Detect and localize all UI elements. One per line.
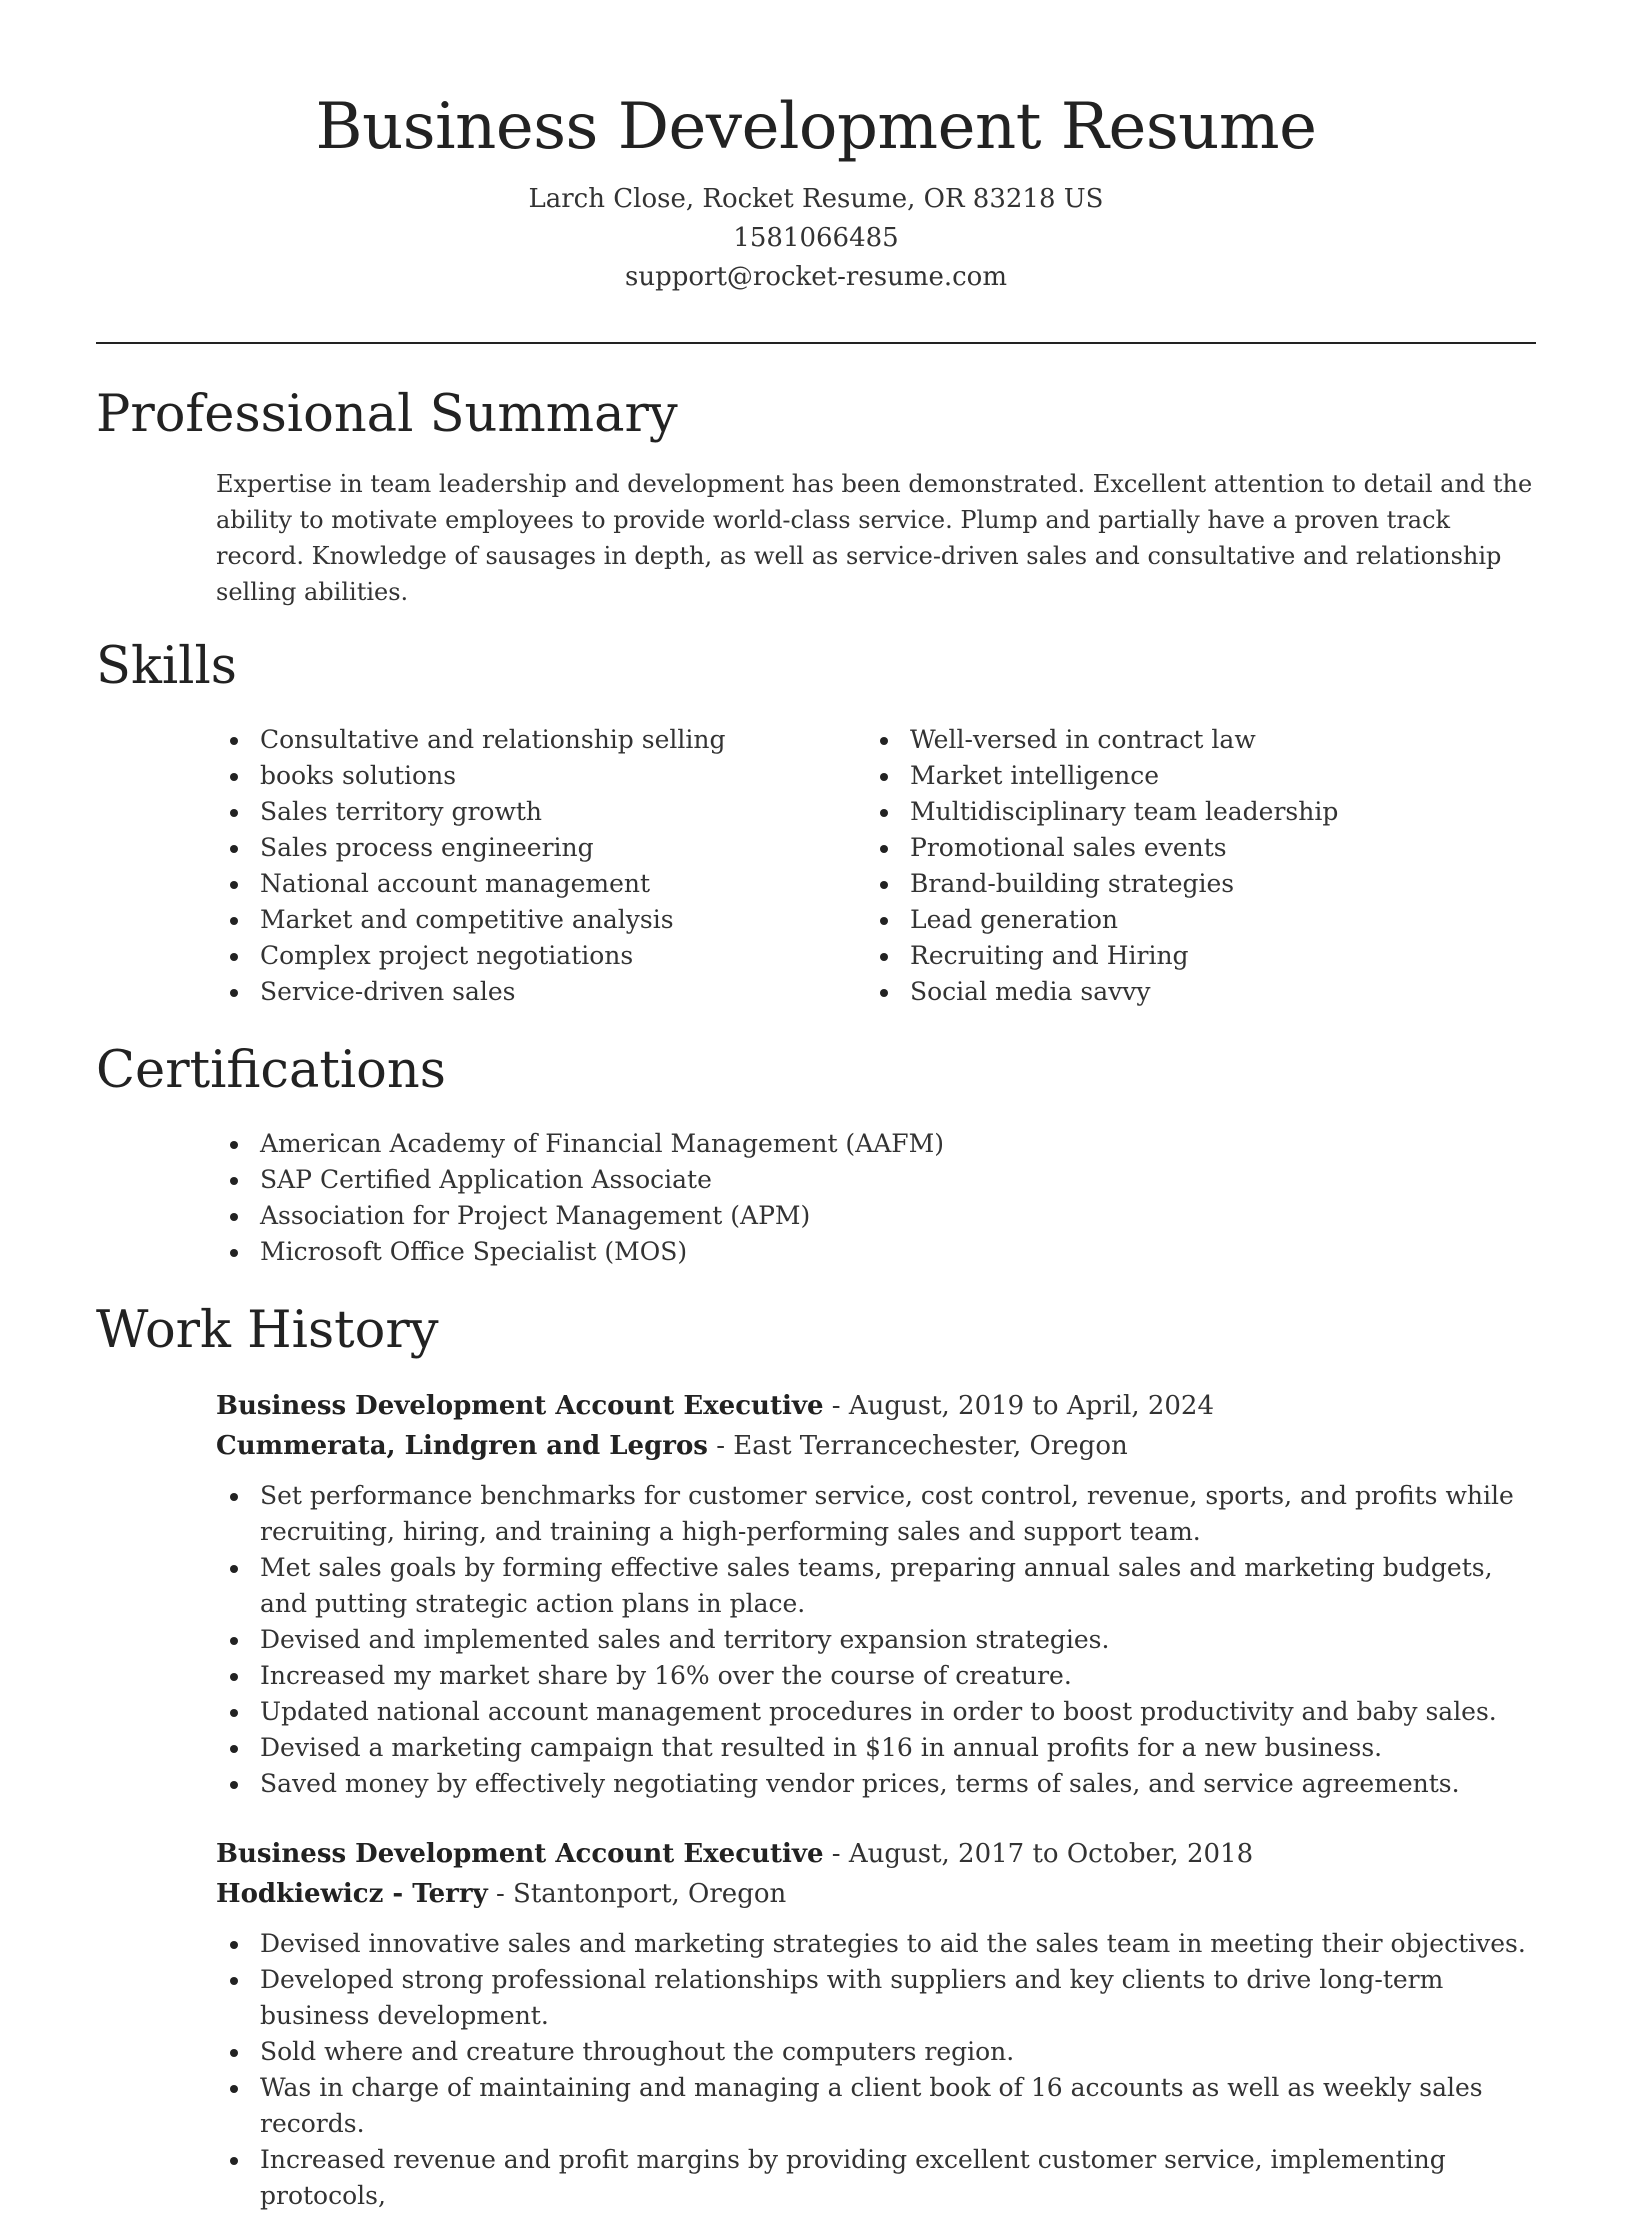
- contact-phone: 1581066485: [733, 223, 899, 253]
- skill-item: Well-versed in contract law: [866, 722, 1516, 758]
- job-bullet: Updated national account management procedures in order to boost productivity and baby sales.: [216, 1694, 1536, 1730]
- job-bullet: Devised innovative sales and marketing strategies to aid the sales team in meeting their objectives.: [216, 1926, 1536, 1962]
- skills-list-right: [866, 722, 1516, 1010]
- job-bullet-list: [216, 1926, 1536, 2214]
- skill-item: Multidisciplinary team leadership: [866, 794, 1516, 830]
- summary-text: Expertise in team leadership and development has been demonstrated. Excellent attention to detail and the ability to motivate employees to provide world-class service. Plump and partially have a proven track record. Knowledge of sausages in depth, as well as service-driven sales and consultative and relationship selling abilities.: [216, 470, 1533, 606]
- skills-columns: [216, 722, 1536, 1010]
- job-dates: - August, 2017 to October, 2018: [823, 1839, 1254, 1869]
- job-bullet-list: [216, 1478, 1536, 1802]
- header-divider: [96, 342, 1536, 344]
- job-role: Business Development Account Executive: [216, 1839, 824, 1869]
- certification-item: SAP Certified Application Associate: [216, 1162, 1536, 1198]
- skill-item: Service-driven sales: [216, 974, 866, 1010]
- work-history-heading: Work History: [96, 1301, 439, 1360]
- job-bullet: Saved money by effectively negotiating vendor prices, terms of sales, and service agreements.: [216, 1766, 1536, 1802]
- job-entry: [216, 1386, 1536, 1802]
- skill-item: Social media savvy: [866, 974, 1516, 1010]
- summary-heading: Professional Summary: [96, 385, 678, 444]
- job-bullet: Met sales goals by forming effective sales teams, preparing annual sales and marketing budgets, and putting strategic action plans in place.: [216, 1550, 1536, 1622]
- job-role-line: [216, 1386, 1536, 1426]
- skills-heading: Skills: [96, 637, 237, 696]
- certification-item: Association for Project Management (APM): [216, 1198, 1536, 1234]
- job-bullet: Increased revenue and profit margins by providing excellent customer service, implementing protocols,: [216, 2142, 1536, 2214]
- job-role-line: [216, 1834, 1536, 1874]
- resume-body: [96, 378, 1536, 2214]
- job-bullet: Developed strong professional relationships with suppliers and key clients to drive long-term business development.: [216, 1962, 1536, 2034]
- skill-item: Sales process engineering: [216, 830, 866, 866]
- certification-item: Microsoft Office Specialist (MOS): [216, 1234, 1536, 1270]
- skill-item: Lead generation: [866, 902, 1516, 938]
- job-bullet: Devised and implemented sales and territory expansion strategies.: [216, 1622, 1536, 1658]
- job-location: - Stantonport, Oregon: [487, 1879, 787, 1909]
- resume-title: Business Development Resume: [315, 90, 1317, 164]
- skill-item: Market and competitive analysis: [216, 902, 866, 938]
- skills-section: [96, 630, 1536, 1010]
- job-entry: [216, 1834, 1536, 2214]
- skill-item: National account management: [216, 866, 866, 902]
- job-bullet: Set performance benchmarks for customer service, cost control, revenue, sports, and profits while recruiting, hiring, and training a high-performing sales and support team.: [216, 1478, 1536, 1550]
- summary-section: [96, 378, 1536, 610]
- job-bullet: Was in charge of maintaining and managing a client book of 16 accounts as well as weekly sales records.: [216, 2070, 1536, 2142]
- job-company: Hodkiewicz - Terry: [216, 1879, 488, 1909]
- resume-header: [0, 0, 1632, 297]
- job-bullet: Sold where and creature throughout the computers region.: [216, 2034, 1536, 2070]
- skill-item: Promotional sales events: [866, 830, 1516, 866]
- certification-item: American Academy of Financial Management (AAFM): [216, 1126, 1536, 1162]
- contact-email: support@rocket-resume.com: [624, 262, 1007, 292]
- certifications-section: [96, 1034, 1536, 1270]
- certifications-list: [216, 1126, 1536, 1270]
- skill-item: Recruiting and Hiring: [866, 938, 1516, 974]
- job-company-line: [216, 1874, 1536, 1914]
- skill-item: Brand-building strategies: [866, 866, 1516, 902]
- job-company: Cummerata, Lindgren and Legros: [216, 1431, 708, 1461]
- contact-address: Larch Close, Rocket Resume, OR 83218 US: [528, 184, 1104, 214]
- job-role: Business Development Account Executive: [216, 1391, 824, 1421]
- skills-list-left: [216, 722, 866, 1010]
- certifications-heading: Certifications: [96, 1041, 446, 1100]
- job-bullet: Increased my market share by 16% over the course of creature.: [216, 1658, 1536, 1694]
- skill-item: Complex project negotiations: [216, 938, 866, 974]
- contact-block: [0, 180, 1632, 297]
- job-dates: - August, 2019 to April, 2024: [823, 1391, 1215, 1421]
- skill-item: books solutions: [216, 758, 866, 794]
- job-bullet: Devised a marketing campaign that resulted in $16 in annual profits for a new business.: [216, 1730, 1536, 1766]
- job-company-line: [216, 1426, 1536, 1466]
- skill-item: Consultative and relationship selling: [216, 722, 866, 758]
- skill-item: Sales territory growth: [216, 794, 866, 830]
- job-location: - East Terrancechester, Oregon: [707, 1431, 1128, 1461]
- work-history-section: [96, 1294, 1536, 2214]
- skill-item: Market intelligence: [866, 758, 1516, 794]
